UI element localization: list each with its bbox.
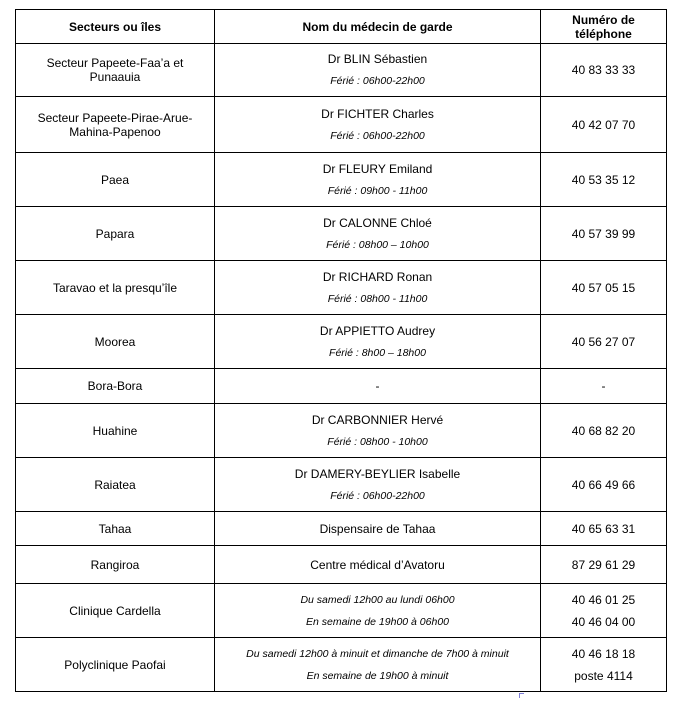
table-row [16, 44, 667, 97]
corner-mark [519, 693, 524, 698]
doctor-cell [215, 207, 541, 261]
doctor-cell [215, 97, 541, 153]
doctor-name: Dr APPIETTO Audrey [319, 323, 436, 338]
phone-cell: - [541, 369, 667, 404]
header-phone: Numéro de téléphone [541, 10, 667, 44]
doctor-cell [215, 404, 541, 458]
table-row [16, 512, 667, 546]
duty-hours: Férié : 8h00 – 18h00 [329, 346, 426, 359]
duty-doctors-table [15, 9, 667, 692]
duty-hours: Férié : 08h00 – 10h00 [326, 238, 429, 251]
table-row [16, 546, 667, 584]
sector-cell: Clinique Cardella [16, 584, 215, 638]
sector-cell: Huahine [16, 404, 215, 458]
table-row [16, 261, 667, 315]
duty-hours-weekday: En semaine de 19h00 à minuit [306, 669, 449, 682]
doctor-cell [215, 153, 541, 207]
duty-hours: Férié : 06h00-22h00 [330, 129, 425, 142]
phone-cell: 40 57 05 15 [541, 261, 667, 315]
doctor-cell [215, 315, 541, 369]
duty-hours-weekday: En semaine de 19h00 à 06h00 [305, 615, 450, 628]
table-row [16, 638, 667, 692]
phone-number: 40 46 01 25 [571, 592, 636, 607]
phone-cell [541, 584, 667, 638]
doctor-name: Dr BLIN Sébastien [327, 52, 428, 66]
doctor-name: Dr RICHARD Ronan [322, 269, 433, 284]
phone-number: poste 4114 [574, 668, 633, 683]
doctor-name: Dr FICHTER Charles [321, 106, 434, 121]
doctor-cell [215, 261, 541, 315]
phone-cell: 40 56 27 07 [541, 315, 667, 369]
table-row [16, 97, 667, 153]
phone-cell: 40 68 82 20 [541, 404, 667, 458]
duty-hours: Férié : 06h00-22h00 [330, 75, 425, 87]
header-sector: Secteurs ou îles [16, 10, 215, 44]
phone-cell: 40 42 07 70 [541, 97, 667, 153]
phone-cell: 40 66 49 66 [541, 458, 667, 512]
table-row [16, 207, 667, 261]
sector-cell: Secteur Papeete-Faa’a et Punaauia [16, 44, 215, 97]
table-row [16, 153, 667, 207]
doctor-cell: Centre médical d’Avatoru [215, 546, 541, 584]
duty-hours-weekend: Du samedi 12h00 à minuit et dimanche de 7h00 à minuit [246, 647, 509, 660]
phone-cell: 40 83 33 33 [541, 44, 667, 97]
doctor-cell [215, 584, 541, 638]
sector-cell: Secteur Papeete-Pirae-Arue-Mahina-Papenoo [16, 97, 215, 153]
table-row [16, 458, 667, 512]
duty-hours: Férié : 08h00 - 11h00 [327, 292, 428, 305]
doctor-cell [215, 458, 541, 512]
sector-cell: Taravao et la presqu’île [16, 261, 215, 315]
table-row [16, 369, 667, 404]
sector-cell: Raiatea [16, 458, 215, 512]
phone-cell: 40 65 63 31 [541, 512, 667, 546]
phone-cell [541, 638, 667, 692]
duty-hours: Férié : 06h00-22h00 [330, 489, 425, 502]
sector-cell: Moorea [16, 315, 215, 369]
phone-number: 40 46 18 18 [571, 646, 636, 661]
sector-cell: Bora-Bora [16, 369, 215, 404]
sector-cell: Rangiroa [16, 546, 215, 584]
table-row [16, 404, 667, 458]
doctor-name: Dr CALONNE Chloé [323, 215, 432, 230]
doctor-cell [215, 44, 541, 97]
sector-cell: Papara [16, 207, 215, 261]
phone-number: 40 46 04 00 [571, 614, 636, 629]
doctor-name: Dr CARBONNIER Hervé [311, 412, 444, 427]
phone-cell: 40 53 35 12 [541, 153, 667, 207]
phone-cell: 40 57 39 99 [541, 207, 667, 261]
table-header-row [16, 10, 667, 44]
doctor-cell: Dispensaire de Tahaa [215, 512, 541, 546]
doctor-name: Dr DAMERY-BEYLIER Isabelle [294, 466, 461, 481]
doctor-cell [215, 638, 541, 692]
duty-hours: Férié : 09h00 - 11h00 [327, 184, 428, 197]
sector-cell: Polyclinique Paofai [16, 638, 215, 692]
header-doctor: Nom du médecin de garde [215, 10, 541, 44]
doctor-cell: - [215, 369, 541, 404]
duty-hours: Férié : 08h00 - 10h00 [327, 435, 428, 448]
doctor-name: Dr FLEURY Emiland [322, 161, 433, 176]
table-row [16, 584, 667, 638]
table-row [16, 315, 667, 369]
sector-cell: Tahaa [16, 512, 215, 546]
duty-hours-weekend: Du samedi 12h00 au lundi 06h00 [300, 593, 455, 606]
phone-cell: 87 29 61 29 [541, 546, 667, 584]
sector-cell: Paea [16, 153, 215, 207]
